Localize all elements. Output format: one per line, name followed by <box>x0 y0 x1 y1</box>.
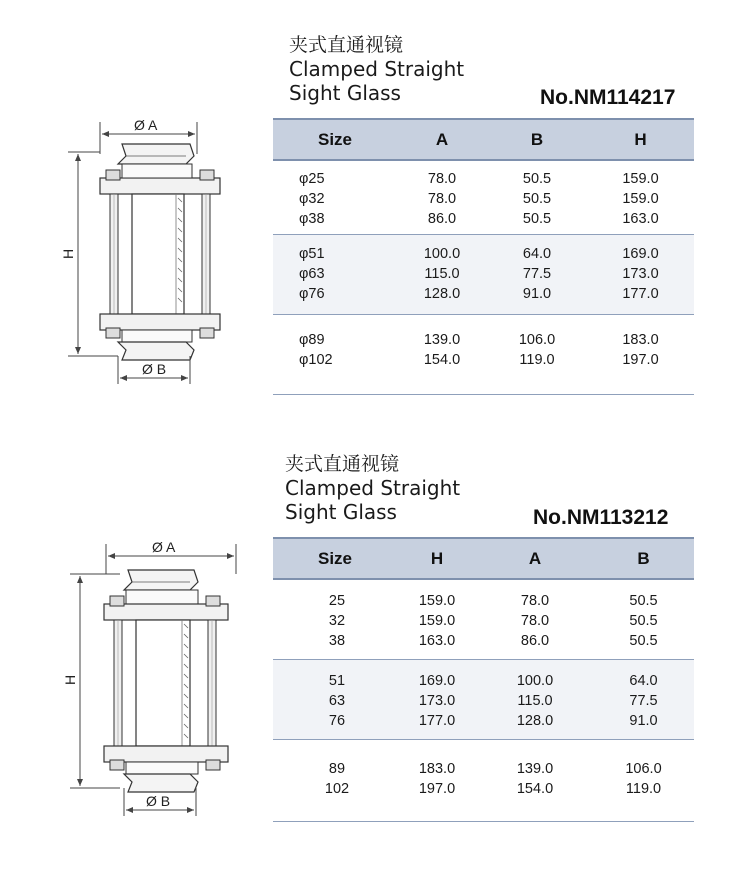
dia-b-label: Ø B <box>142 361 167 377</box>
value-cell: 106.0 <box>518 332 556 348</box>
value-cell: 91.0 <box>522 286 552 302</box>
table-row-group <box>273 580 694 660</box>
value-cell: 119.0 <box>625 781 662 797</box>
size-cell: φ76 <box>299 286 325 302</box>
dia-a-label: Ø A <box>152 539 176 555</box>
sight-glass-drawing-2 <box>60 534 240 824</box>
column-header: A <box>435 129 449 149</box>
size-cell: φ32 <box>299 191 325 207</box>
value-cell: 163.0 <box>622 211 659 227</box>
column-header: A <box>528 548 542 568</box>
height-label: H <box>62 674 78 685</box>
column-header: B <box>637 548 650 568</box>
spec-table-1 <box>273 118 694 395</box>
model-number: No.NM113212 <box>533 506 669 529</box>
value-cell: 169.0 <box>622 246 659 262</box>
size-cell: 32 <box>328 613 346 629</box>
column-header: H <box>634 129 647 149</box>
value-cell: 115.0 <box>424 266 460 282</box>
value-cell: 50.5 <box>522 171 552 187</box>
size-cell: φ38 <box>299 211 325 227</box>
value-cell: 100.0 <box>516 673 554 689</box>
height-label: H <box>60 248 76 259</box>
column-header: Size <box>317 548 353 568</box>
value-cell: 77.5 <box>522 266 552 282</box>
table-header <box>273 118 694 161</box>
title-english-line2: Sight Glass <box>285 500 397 524</box>
size-cell: 89 <box>328 761 346 777</box>
title-block-1 <box>289 33 464 105</box>
value-cell: 159.0 <box>622 171 659 187</box>
table-row-group <box>273 161 694 235</box>
value-cell: 154.0 <box>423 352 461 368</box>
value-cell: 78.0 <box>427 191 457 207</box>
value-cell: 197.0 <box>418 781 456 797</box>
value-cell: 77.5 <box>629 693 658 709</box>
table-row <box>273 265 694 285</box>
value-cell: 50.5 <box>629 593 658 609</box>
table-row <box>273 712 694 732</box>
table-row <box>273 672 694 692</box>
value-cell: 163.0 <box>418 633 456 649</box>
table-row <box>273 760 694 780</box>
title-english-line2: Sight Glass <box>289 81 401 105</box>
table-row <box>273 331 694 351</box>
value-cell: 173.0 <box>418 693 456 709</box>
value-cell: 86.0 <box>427 211 457 227</box>
value-cell: 173.0 <box>622 266 659 282</box>
table-row <box>273 592 694 612</box>
value-cell: 78.0 <box>520 613 550 629</box>
sight-glass-drawing-1 <box>60 112 240 392</box>
value-cell: 159.0 <box>418 593 456 609</box>
size-cell: φ51 <box>299 246 325 262</box>
value-cell: 139.0 <box>516 761 554 777</box>
value-cell: 177.0 <box>622 286 659 302</box>
value-cell: 128.0 <box>516 713 554 729</box>
title-chinese: 夹式直通视镜 <box>289 34 404 56</box>
value-cell: 64.0 <box>629 673 658 689</box>
size-cell: 51 <box>328 673 346 689</box>
value-cell: 106.0 <box>625 761 662 777</box>
value-cell: 91.0 <box>629 713 658 729</box>
value-cell: 159.0 <box>418 613 456 629</box>
size-cell: φ25 <box>299 171 325 187</box>
title-english-line1: Clamped Straight <box>289 57 465 81</box>
value-cell: 197.0 <box>622 352 659 368</box>
size-cell: 76 <box>328 713 346 729</box>
value-cell: 50.5 <box>522 191 552 207</box>
table-row <box>273 210 694 230</box>
value-cell: 50.5 <box>522 211 552 227</box>
table-row <box>273 245 694 265</box>
table-row-group <box>273 660 694 740</box>
size-cell: φ63 <box>299 266 325 282</box>
table-row-group <box>273 740 694 822</box>
table-row <box>273 612 694 632</box>
value-cell: 78.0 <box>427 171 457 187</box>
column-header: B <box>530 129 544 149</box>
column-header: Size <box>317 129 353 149</box>
value-cell: 183.0 <box>622 332 659 348</box>
column-header: H <box>430 548 444 568</box>
table-row <box>273 351 694 371</box>
value-cell: 177.0 <box>418 713 456 729</box>
table-row-group <box>273 315 694 395</box>
dia-a-label: Ø A <box>134 117 158 133</box>
spec-table-2 <box>273 537 694 822</box>
size-cell: 25 <box>328 593 346 609</box>
size-cell: φ102 <box>299 352 333 368</box>
model-number: No.NM114217 <box>540 86 676 109</box>
title-block-2 <box>285 452 460 524</box>
table-row <box>273 692 694 712</box>
table-row <box>273 780 694 800</box>
table-row-group <box>273 235 694 315</box>
dia-b-label: Ø B <box>146 793 171 809</box>
table-row <box>273 285 694 305</box>
value-cell: 100.0 <box>423 246 461 262</box>
value-cell: 169.0 <box>418 673 456 689</box>
title-chinese: 夹式直通视镜 <box>285 453 400 475</box>
value-cell: 119.0 <box>519 352 555 368</box>
value-cell: 159.0 <box>622 191 659 207</box>
size-cell: 38 <box>328 633 346 649</box>
value-cell: 50.5 <box>629 633 658 649</box>
value-cell: 78.0 <box>520 593 550 609</box>
value-cell: 128.0 <box>423 286 461 302</box>
size-cell: φ89 <box>299 332 325 348</box>
table-row <box>273 632 694 652</box>
value-cell: 183.0 <box>418 761 456 777</box>
size-cell: 63 <box>328 693 346 709</box>
value-cell: 154.0 <box>516 781 554 797</box>
table-header <box>273 537 694 580</box>
value-cell: 115.0 <box>517 693 553 709</box>
value-cell: 86.0 <box>520 633 550 649</box>
title-english-line1: Clamped Straight <box>285 476 461 500</box>
value-cell: 50.5 <box>629 613 658 629</box>
value-cell: 64.0 <box>522 246 552 262</box>
table-row <box>273 170 694 190</box>
value-cell: 139.0 <box>423 332 461 348</box>
table-row <box>273 190 694 210</box>
size-cell: 102 <box>324 781 350 797</box>
